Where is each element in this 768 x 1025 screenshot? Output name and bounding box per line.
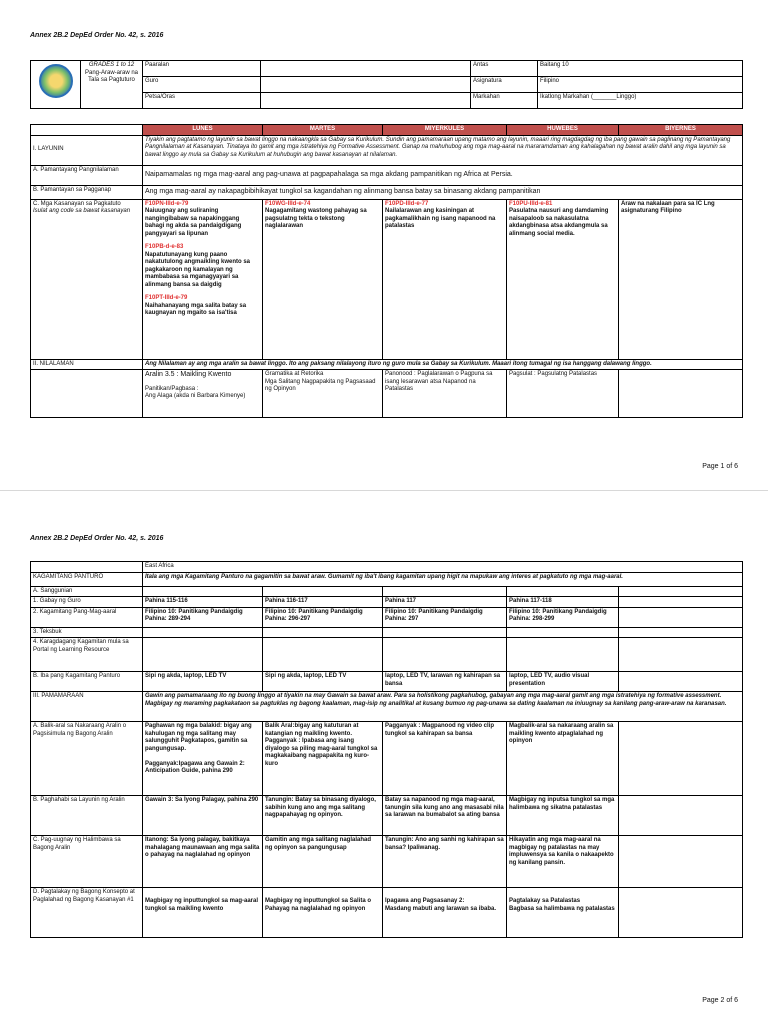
rowD-label: D. Pagtalakay ng Bagong Konsepto at Paglalahad ng Bagong Kasanayan #1 (31, 888, 143, 938)
gabay-martes: Pahina 116-117 (263, 597, 383, 608)
pamamaraan-label: III. PAMAMARAAN (31, 692, 143, 722)
panitikan-label: Panitikan/Pagbasa : (145, 385, 199, 392)
pangmag-label: 2. Kagamitang Pang-Mag-aaral (31, 607, 143, 627)
page-footer: Page 2 of 6 (702, 997, 738, 1004)
competency-code: F10WG-IIId-e-74 (265, 200, 311, 207)
ibapang-martes: Sipi ng akda, laptop, LED TV (263, 672, 383, 692)
empty-cell (143, 638, 263, 672)
annex-label: Annex 2B.2 DepEd Order No. 42, s. 2016 (30, 535, 164, 542)
ibapang-biyernes (619, 672, 743, 692)
page-footer: Page 1 of 6 (702, 463, 738, 470)
rowA-label: A. Balik-aral sa Nakaraang Aralin o Pagsisimula ng Bagong Aralin (31, 722, 143, 796)
empty-cell (383, 627, 507, 638)
subtitle-line1: Pang-Araw-araw na (84, 69, 139, 76)
value-antas: Baitang 10 (538, 61, 743, 77)
pangmag-lunes: Filipino 10: Panitikang Pandaigdig Pahina: 289-294 (143, 607, 263, 627)
empty-cell (619, 586, 743, 597)
competency-code: F10PB-d-e-83 (145, 244, 184, 250)
rowC-lunes: Itanong: Sa iyong palagay, bakitkaya mahalagang maunawaan ang mga salita o pahayag na naglalahad ng opinyon (143, 836, 263, 888)
competency-text: Nailalarawan ang kasiningan at pagkamalikhain ng isang napanood na patalastas (385, 208, 496, 229)
kasanayan-martes (263, 199, 383, 359)
value-guro[interactable] (261, 77, 471, 93)
value-markahan: Ikatlong Markahan (_______Linggo) (538, 93, 743, 109)
rowA-lunes: Paghawan ng mga balakid: bigay ang kahulugan ng mga salitang may salungguhit Pagkatapos, gamitin sa pangungusap. Pagganyak:Ipagawa ang Gawain 2: Anticipation Guide, pahina 290 (143, 722, 263, 796)
pangmag-miyerkules: Filipino 10: Panitikang Pandaigdig Pahina: 297 (383, 607, 507, 627)
rowA-huwebes: Magbalik-aral sa nakaraang aralin sa maikling kwento atpaglalahad ng opinyon (507, 722, 619, 796)
gabay-huwebes: Pahina 117-118 (507, 597, 619, 608)
label-guro: Guro (143, 77, 261, 93)
label-paaralan: Paaralan (143, 61, 261, 77)
deped-seal-icon (39, 64, 73, 98)
empty-cell (263, 586, 383, 597)
competency-text: Araw na nakalaan para sa IC Lng asignaturang Filipino (621, 200, 715, 214)
main-table-page2 (30, 561, 743, 938)
page-1 (0, 0, 768, 490)
deped-seal-cell (31, 61, 81, 109)
empty-cell (383, 586, 507, 597)
competency-code: F10PD-IIId-e-77 (385, 200, 429, 207)
rowB-martes: Tanungin: Batay sa binasang diyalogo, sabihin kung ano ang mga salitang nagpapahayag ng opinyon. (263, 796, 383, 836)
competency-code: F10PN-IIId-e-79 (145, 200, 189, 207)
rowD-huwebes: Pagtalakay sa Patalastas Bagbasa sa halimbawa ng patalastas (507, 888, 619, 938)
nilalaman-biyernes (619, 370, 743, 418)
east-africa-label: East Africa (143, 562, 743, 573)
pamantayan-pagganap-label: B. Pamantayan sa Pagganap (31, 185, 143, 199)
competency-text: Naiuugnay ang suliraning nangingibabaw sa napakinggang bahagi ng akda sa pandaigdigang pangyayari sa lipunan (145, 208, 242, 237)
rowC-huwebes: Hikayatin ang mga mag-aaral na magbigay ng patalastas na may impluwensya sa kanila o nakaapekto ng kanilang pansin. (507, 836, 619, 888)
nilalaman-miyerkules: Panonood : Paglalarawan o Pagpuna sa isang lesarawan atsa Napanod na Patalastas (383, 370, 507, 418)
subtitle-line2: Tala sa Pagtuturo (88, 77, 135, 83)
value-petsa[interactable] (261, 93, 471, 109)
layunin-text: Tiyakin ang pagtatamo ng layunin sa bawat linggo na nakaangkla sa Gabay sa Kurikulum. Sundin ang pamamaraan upang matamo ang layunin, maaari ring magdagdag ng iba pang gawain sa paglinang ng Pamantayang Pangnilalaman at Kasanayan. Tinataya ito gamit ang mga istratehiya ng Formative Assessment. Ganap na mahuhubog ang mga mag-aaral na mararamdaman ang kahalagahan ng bawat aralin dahil ang mga layunin sa bawat linggo ay mula sa Gabay sa Kurikulum at huhubugin ang bawat kasanayan at nilalaman. (143, 135, 743, 165)
empty-cell (383, 638, 507, 672)
empty-cell (619, 638, 743, 672)
kasanayan-miyerkules (383, 199, 507, 359)
empty-cell (507, 638, 619, 672)
pangmag-biyernes (619, 607, 743, 627)
east-empty (31, 562, 143, 573)
day-biyernes: BIYERNES (619, 125, 743, 136)
pangmag-huwebes: Filipino 10: Panitikang Pandaigdig Pahina: 298-299 (507, 607, 619, 627)
nilalaman-text: Ang Nilalaman ay ang mga aralin sa bawat linggo. Ito ang paksang nilalayong ituro ng guro mula sa Gabay sa Kurikulum. Maaari itong tumagal ng isa hanggang dalawang linggo. (143, 359, 743, 370)
kasanayan-huwebes (507, 199, 619, 359)
day-miyerkules: MIYERKULES (383, 125, 507, 136)
competency-text: Naihahanayang mga salita batay sa kaugnayan ng mgaito sa isa'tisa (145, 302, 247, 316)
rowB-biyernes (619, 796, 743, 836)
day-huwebes: HUWEBES (507, 125, 619, 136)
akda-title: Ang Alaga (akda ni Barbara Kimenye) (145, 393, 246, 400)
rowC-label: C. Pag-uugnay ng Halimbawa sa Bagong Aralin (31, 836, 143, 888)
empty-cell (263, 627, 383, 638)
annex-label: Annex 2B.2 DepEd Order No. 42, s. 2016 (30, 32, 164, 39)
rowD-martes: Magbigay ng inputtungkol sa Salita o Pahayag na naglalahad ng opinyon (263, 888, 383, 938)
kasanayan-note: Isulat ang code sa bawat kasanayan (33, 208, 131, 214)
karagdagang-label: 4. Karagdagang Kagamitan mula sa Portal ng Learning Resource (31, 638, 143, 672)
main-table-page1 (30, 124, 743, 418)
kasanayan-biyernes (619, 199, 743, 359)
pamamaraan-text: Gawin ang pamamaraang ito ng buong linggo at tiyakin na may Gawain sa bawat araw. Para sa holistikong pagkahubog, gabayan ang mga mag-aaral gamit ang mga istratehiya ng formative assessment. Magbigay ng maraming pagkakataon sa pagtuklas ng bagong kaalaman, mag-isip ng analitikal at kusang bumuo ng pag-unawa sa dating kaalaman na iniuugnay sa kanilang pang-araw-araw na karanasan. (143, 692, 743, 722)
pamantayang-pangnilalaman-text: Naipamamalas ng mga mag-aaral ang pag-unawa at pagpapahalaga sa mga akdang pampanitikan ng Africa at Persia. (143, 165, 743, 185)
rowD-biyernes (619, 888, 743, 938)
rowC-martes: Gamitin ang mga salitang naglalahad ng opinyon sa pangungusap (263, 836, 383, 888)
gabay-biyernes (619, 597, 743, 608)
competency-text: Pasulatna nausuri ang damdaming naisapaloob sa nakasulatna akdangbinasa atsa akdangmula sa alinmang social media. (509, 208, 609, 237)
gabay-miyerkules: Pahina 117 (383, 597, 507, 608)
empty-cell (507, 586, 619, 597)
label-asignatura: Asignatura (471, 77, 538, 93)
grades-label: GRADES 1 to 12 (88, 62, 135, 68)
day-martes: MARTES (263, 125, 383, 136)
empty-cell (263, 638, 383, 672)
value-asignatura: Filipino (538, 77, 743, 93)
sanggunian-label: A. Sanggunian (31, 586, 143, 597)
ibapang-miyerkules: laptop, LED TV, larawan ng kahirapan sa bansa (383, 672, 507, 692)
pamantayang-pangnilalaman-label: A. Pamantayang Pangnilalaman (31, 165, 143, 185)
kasanayan-lunes (143, 199, 263, 359)
layunin-label: I. LAYUNIN (31, 135, 143, 165)
day-lunes: LUNES (143, 125, 263, 136)
competency-code: F10PU-IIId-e-81 (509, 200, 553, 207)
rowD-miyerkules: Ipagawa ang Pagsasanay 2: Masdang mabuti ang larawan sa ibaba. (383, 888, 507, 938)
competency-text: Napatutunayang kung paano nakatutulong angmaikling kwento sa pagkakaroon ng kamalayan ng mambabasa sa mganagyayari sa alinmang bansa sa daigdig (145, 251, 251, 288)
empty-cell (143, 586, 263, 597)
ibapang-label: B. Iba pang Kagamitang Panturo (31, 672, 143, 692)
nilalaman-huwebes: Pagsulat : Pagsulatng Patalastas (507, 370, 619, 418)
ibapang-huwebes: laptop, LED TV, audio visual presentation (507, 672, 619, 692)
label-petsa: Petsa/Oras (143, 93, 261, 109)
rowB-miyerkules: Batay sa napanood ng mga mag-aaral, tanungin sila kung ano ang masasabi nila sa larawan na bumabalot sa ating bansa (383, 796, 507, 836)
pangmag-martes: Filipino 10: Panitikang Pandaigdig Pahina: 296-297 (263, 607, 383, 627)
empty-cell (619, 627, 743, 638)
rowA-miyerkules: Pagganyak : Magpanood ng video clip tungkol sa kahirapan sa bansa (383, 722, 507, 796)
rowB-huwebes: Magbigay ng inputsa tungkol sa mga halimbawa ng sikatna patalastas (507, 796, 619, 836)
rowD-lunes: Magbigay ng inputtungkol sa mag-aaral tungkol sa maikling kwento (143, 888, 263, 938)
rowB-label: B. Paghahabi sa Layunin ng Aralin (31, 796, 143, 836)
nilalaman-label: II. NILALAMAN (31, 359, 143, 370)
value-paaralan[interactable] (261, 61, 471, 77)
corner-cell (31, 125, 143, 136)
grades-title (81, 61, 143, 109)
empty-cell (143, 627, 263, 638)
gabay-label: 1. Gabay ng Guro (31, 597, 143, 608)
kasanayan-title: C. Mga Kasanayan sa Pagkatuto (33, 200, 121, 207)
gabay-lunes: Pahina 115-116 (143, 597, 263, 608)
competency-code: F10PT-IIId-e-79 (145, 295, 188, 301)
rowB-lunes: Gawain 3: Sa Iyong Palagay, pahina 290 (143, 796, 263, 836)
rowC-miyerkules: Tanungin: Ano ang sanhi ng kahirapan sa bansa? Ipaliwanag. (383, 836, 507, 888)
nilalaman-lunes (143, 370, 263, 418)
page-2 (0, 490, 768, 1025)
label-antas: Antas (471, 61, 538, 77)
teksbuk-label: 3. Teksbuk (31, 627, 143, 638)
rowC-biyernes (619, 836, 743, 888)
nilalaman-martes: Gramatika at Retorika Mga Salitang Nagpapakita ng Pagsasaad ng Opinyon (263, 370, 383, 418)
pamantayan-pagganap-text: Ang mga mag-aaral ay nakapagbibihikayat tungkol sa kagandahan ng alinmang bansa batay sa binasang akdang pampanitikan (143, 185, 743, 199)
kagamitan-text: Itala ang mga Kagamitang Panturo na gagamitin sa bawat araw. Gumamit ng iba't ibang kagamitan upang higit na mapukaw ang interes at pagkatuto ng mga mag-aaral. (143, 572, 743, 586)
ibapang-lunes: Sipi ng akda, laptop, LED TV (143, 672, 263, 692)
rowA-martes: Balik Aral:bigay ang katuturan at katangian ng maikling kwento. Pagganyak : Ipabasa ang isang diyalogo sa piling mag-aaral tungkol sa magkakaibang nagpapakita ng kuro-kuro (263, 722, 383, 796)
aralin-title: Aralin 3.5 : Maikling Kwento (145, 371, 232, 378)
kagamitan-label: KAGAMITANG PANTURO (31, 572, 143, 586)
header-table (30, 60, 743, 109)
competency-text: Nagagamitang wastong pahayag sa pagsulatng tekta o tekstong naglalarawan (265, 208, 367, 229)
kasanayan-label (31, 199, 143, 359)
nilalaman-empty (31, 370, 143, 418)
label-markahan: Markahan (471, 93, 538, 109)
empty-cell (507, 627, 619, 638)
rowA-biyernes (619, 722, 743, 796)
